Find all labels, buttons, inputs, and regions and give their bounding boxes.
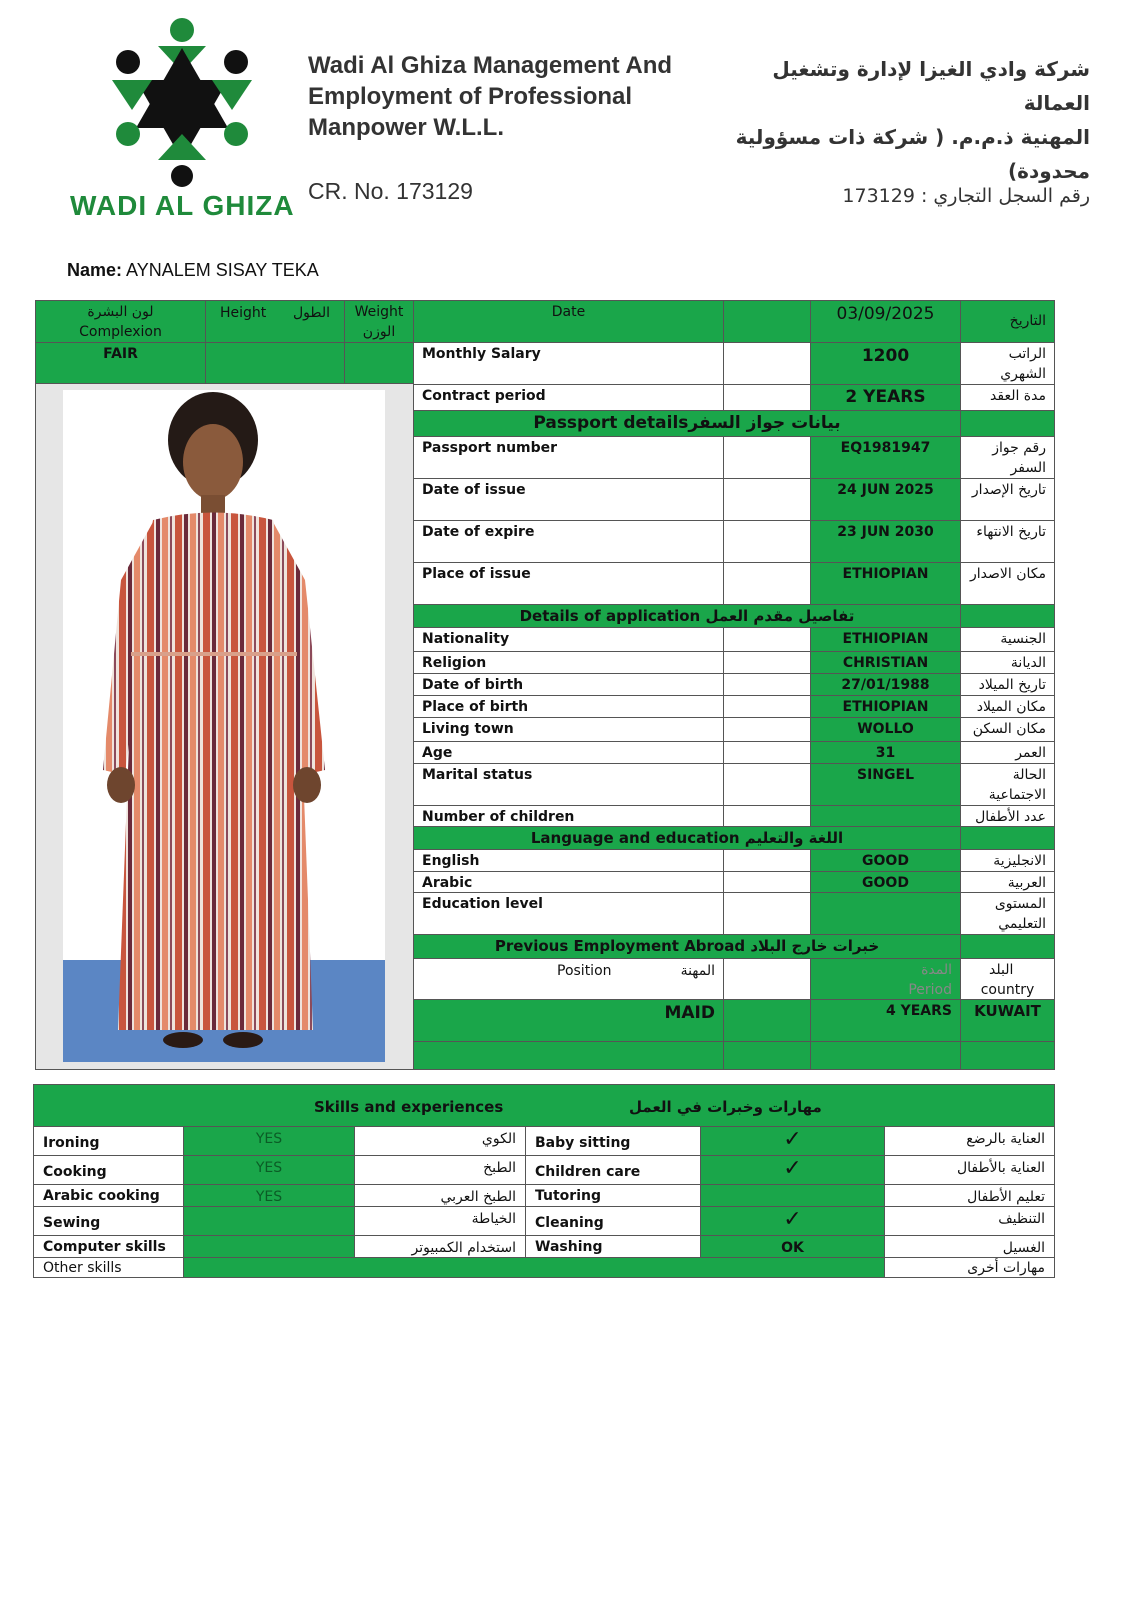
complexion-en: Complexion <box>79 324 162 340</box>
row-label: Religion <box>413 651 724 674</box>
row-spacer <box>723 805 811 827</box>
position-ar: المهنة <box>680 963 715 979</box>
row-spacer <box>723 673 811 696</box>
row-label: Nationality <box>413 627 724 652</box>
row-value: EQ1981947 <box>810 436 961 479</box>
row-value: CHRISTIAN <box>810 651 961 674</box>
row-spacer <box>723 741 811 764</box>
skill-label: Cleaning <box>525 1206 701 1236</box>
passport-section-spacer <box>960 410 1055 437</box>
skill-value <box>183 1206 355 1236</box>
row-value: 27/01/1988 <box>810 673 961 696</box>
skill-arabic: الغسيل <box>884 1235 1055 1258</box>
skills-title-ar: مهارات وخبرات في العمل <box>629 1098 822 1116</box>
date-label: Date <box>413 300 724 343</box>
skill-value: YES <box>183 1155 355 1185</box>
passport-section-title: Passport detailsبيانات جواز السفر <box>413 410 961 437</box>
skill-value: YES <box>183 1184 355 1207</box>
row-spacer <box>723 520 811 563</box>
row-label: Place of birth <box>413 695 724 718</box>
employment-blank-3 <box>810 1041 961 1070</box>
country-en: country <box>980 982 1035 998</box>
weight-en: Weight <box>354 304 404 320</box>
company-ar-line1: شركة وادي الغيزا لإدارة وتشغيل العمالة <box>772 57 1090 115</box>
row-spacer <box>723 436 811 479</box>
country-value: KUWAIT <box>960 999 1055 1042</box>
application-section-spacer <box>960 604 1055 628</box>
row-spacer <box>723 763 811 806</box>
applicant-name <box>67 260 319 281</box>
period-header <box>810 958 961 1000</box>
skill-value <box>183 1235 355 1258</box>
row-value: 23 JUN 2030 <box>810 520 961 563</box>
skill-value: OK <box>700 1235 885 1258</box>
height-value <box>205 342 345 384</box>
cr-number-ar: رقم السجل التجاري : 173129 <box>842 185 1090 207</box>
skill-label: Arabic cooking <box>33 1184 184 1207</box>
row-spacer <box>723 849 811 872</box>
skill-arabic: الكوي <box>354 1126 526 1156</box>
row-arabic-label: عدد الأطفال <box>960 805 1055 827</box>
row-arabic-label: الانجليزية <box>960 849 1055 872</box>
employment-section-spacer <box>960 934 1055 959</box>
row-label: Passport number <box>413 436 724 479</box>
company-ar-line3: محدودة) <box>1008 159 1090 183</box>
position-value: MAID <box>413 999 724 1042</box>
logo-wordmark: WADI AL GHIZA <box>70 190 295 221</box>
row-label: Date of birth <box>413 673 724 696</box>
row-spacer <box>723 562 811 605</box>
contract-label: Contract period <box>413 384 724 411</box>
skill-value <box>700 1184 885 1207</box>
row-spacer <box>723 871 811 893</box>
contract-spacer <box>723 384 811 411</box>
position-en: Position <box>557 963 612 979</box>
weight-value <box>344 342 414 384</box>
row-arabic-label: العمر <box>960 741 1055 764</box>
date-ar: التاريخ <box>960 300 1055 343</box>
row-value: ETHIOPIAN <box>810 562 961 605</box>
row-arabic-label: تاريخ الميلاد <box>960 673 1055 696</box>
row-arabic-label: مكان السكن <box>960 717 1055 742</box>
employment-blank-1 <box>413 1041 724 1070</box>
country-ar: البلد <box>989 962 1014 978</box>
checkmark-icon: ✓ <box>700 1155 885 1185</box>
company-en-line2: Employment of Professional <box>308 83 633 110</box>
row-value: 31 <box>810 741 961 764</box>
company-name-en <box>308 50 688 143</box>
height-header <box>205 300 345 343</box>
row-value: 24 JUN 2025 <box>810 478 961 521</box>
row-value: SINGEL <box>810 763 961 806</box>
row-value: GOOD <box>810 871 961 893</box>
employment-blank-2 <box>723 1041 811 1070</box>
other-skills-value <box>183 1257 885 1278</box>
checkmark-icon: ✓ <box>700 1206 885 1236</box>
skill-arabic: الطبخ <box>354 1155 526 1185</box>
row-arabic-label: مكان الميلاد <box>960 695 1055 718</box>
skill-label: Tutoring <box>525 1184 701 1207</box>
company-en-line1: Wadi Al Ghiza Management And <box>308 52 673 79</box>
row-label: Marital status <box>413 763 724 806</box>
name-label: Name: <box>67 260 123 280</box>
row-arabic-label: المستوى التعليمي <box>960 892 1055 935</box>
row-arabic-label: الديانة <box>960 651 1055 674</box>
applicant-photo <box>63 390 385 1062</box>
complexion-header <box>35 300 206 343</box>
row-label: Place of issue <box>413 562 724 605</box>
row-label: Number of children <box>413 805 724 827</box>
language-section-title: Language and education اللغة والتعليم <box>413 826 961 850</box>
row-spacer <box>723 717 811 742</box>
date-value: 03/09/2025 <box>810 300 961 343</box>
row-arabic-label: الجنسية <box>960 627 1055 652</box>
row-arabic-label: العربية <box>960 871 1055 893</box>
row-value: WOLLO <box>810 717 961 742</box>
complexion-value: FAIR <box>35 342 206 384</box>
employment-blank-4 <box>960 1041 1055 1070</box>
row-value <box>810 892 961 935</box>
date-spacer <box>723 300 811 343</box>
row-label: English <box>413 849 724 872</box>
other-skills-ar: مهارات أخرى <box>884 1257 1055 1278</box>
skill-label: Children care <box>525 1155 701 1185</box>
skill-arabic: العناية بالرضع <box>884 1126 1055 1156</box>
row-label: Age <box>413 741 724 764</box>
position-header <box>413 958 724 1000</box>
other-skills-label: Other skills <box>33 1257 184 1278</box>
skill-value: YES <box>183 1126 355 1156</box>
row-arabic-label: رقم جواز السفر <box>960 436 1055 479</box>
period-en: Period <box>908 982 952 998</box>
row-spacer <box>723 627 811 652</box>
salary-label: Monthly Salary <box>413 342 724 385</box>
row-spacer <box>723 478 811 521</box>
row-label: Date of issue <box>413 478 724 521</box>
position-spacer <box>723 958 811 1000</box>
row-arabic-label: تاريخ الإصدار <box>960 478 1055 521</box>
height-ar: الطول <box>292 305 330 321</box>
row-arabic-label: تاريخ الانتهاء <box>960 520 1055 563</box>
skill-arabic: استخدام الكمبيوتر <box>354 1235 526 1258</box>
row-value: ETHIOPIAN <box>810 695 961 718</box>
row-spacer <box>723 651 811 674</box>
salary-ar: الراتب الشهري <box>960 342 1055 385</box>
complexion-ar: لون البشرة <box>87 304 154 320</box>
employment-section-title: Previous Employment Abroad خبرات خارج البلاد <box>413 934 961 959</box>
row-value <box>810 805 961 827</box>
name-value: AYNALEM SISAY TEKA <box>126 260 319 280</box>
skill-label: Sewing <box>33 1206 184 1236</box>
company-ar-line2: المهنية ذ.م.م. ( شركة ذات مسؤولية <box>735 125 1090 149</box>
period-value: 4 YEARS <box>810 999 961 1042</box>
contract-value: 2 YEARS <box>810 384 961 411</box>
country-header <box>960 958 1055 1000</box>
skills-header <box>33 1084 1055 1127</box>
weight-ar: الوزن <box>362 324 396 340</box>
row-spacer <box>723 892 811 935</box>
row-spacer <box>723 695 811 718</box>
position-value-spacer <box>723 999 811 1042</box>
skill-arabic: العناية بالأطفال <box>884 1155 1055 1185</box>
period-ar: المدة <box>921 962 952 978</box>
skill-arabic: الخياطة <box>354 1206 526 1236</box>
row-label: Education level <box>413 892 724 935</box>
cr-number-en: CR. No. 173129 <box>308 178 473 204</box>
skill-label: Ironing <box>33 1126 184 1156</box>
skill-label: Cooking <box>33 1155 184 1185</box>
weight-header <box>344 300 414 343</box>
skill-label: Washing <box>525 1235 701 1258</box>
company-name-ar <box>735 52 1090 188</box>
skills-title-en: Skills and experiences <box>314 1098 504 1116</box>
salary-spacer <box>723 342 811 385</box>
row-value: ETHIOPIAN <box>810 627 961 652</box>
row-arabic-label: الحالة الاجتماعية <box>960 763 1055 806</box>
company-en-line3: Manpower W.L.L. <box>308 114 504 141</box>
row-value: GOOD <box>810 849 961 872</box>
salary-value: 1200 <box>810 342 961 385</box>
row-label: Arabic <box>413 871 724 893</box>
row-label: Date of expire <box>413 520 724 563</box>
application-section-title: Details of application تفاصيل مقدم العمل <box>413 604 961 628</box>
height-en: Height <box>220 305 267 321</box>
checkmark-icon: ✓ <box>700 1126 885 1156</box>
row-arabic-label: مكان الاصدار <box>960 562 1055 605</box>
skill-label: Baby sitting <box>525 1126 701 1156</box>
skill-arabic: تعليم الأطفال <box>884 1184 1055 1207</box>
skill-label: Computer skills <box>33 1235 184 1258</box>
row-label: Living town <box>413 717 724 742</box>
language-section-spacer <box>960 826 1055 850</box>
skill-arabic: الطبخ العربي <box>354 1184 526 1207</box>
contract-ar: مدة العقد <box>960 384 1055 411</box>
skill-arabic: التنظيف <box>884 1206 1055 1236</box>
